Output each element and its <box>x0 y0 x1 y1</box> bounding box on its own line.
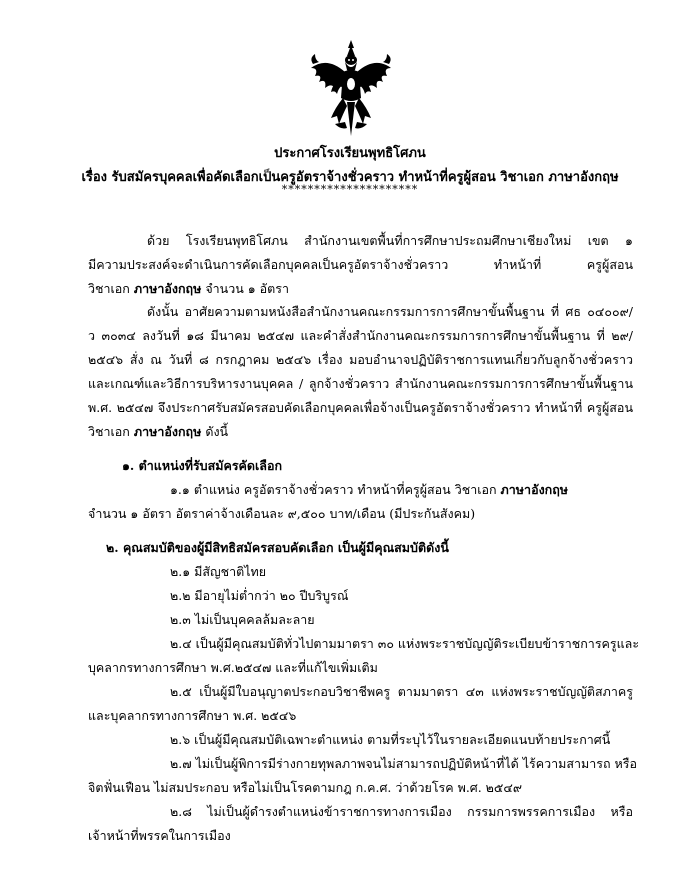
qualification-2-5-line-2: และบุคลากรทางการศึกษา พ.ศ. ๒๕๔๖ <box>88 708 297 723</box>
qualification-2-8: ๒.๘ ไม่เป็นผู้ดำรงตำแหน่งข้าราชการทางการเมือง กรรมการพรรคการเมือง หรือ <box>170 804 633 819</box>
para2-line-5: พ.ศ. ๒๕๔๗ จึงประกาศรับสมัครสอบคัดเลือกบุคคลเพื่อจ้างเป็นครูอัตราจ้างชั่วคราว ทำหน้าที่ ครูผู้สอน <box>88 400 633 415</box>
section-2-heading: ๒. คุณสมบัติของผู้มีสิทธิสมัครสอบคัดเลือก เป็นผู้มีคุณสมบัติดังนี้ <box>106 540 449 555</box>
section-1-heading: ๑. ตำแหน่งที่รับสมัครคัดเลือก <box>122 458 283 473</box>
section-1-item-1: ๑.๑ ตำแหน่ง ครูอัตราจ้างชั่วคราว ทำหน้าที่ครูผู้สอน วิชาเอก ภาษาอังกฤษ <box>170 482 569 497</box>
document-title: ประกาศโรงเรียนพุทธิโศภน <box>274 146 426 161</box>
qualification-2-7: ๒.๗ ไม่เป็นผู้พิการมีร่างกายทุพลภาพจนไม่สามารถปฏิบัติหน้าที่ได้ ไร้ความสามารถ หรือ <box>170 756 638 771</box>
qualification-2-1: ๒.๑ มีสัญชาติไทย <box>170 564 267 579</box>
subject-major: ภาษาอังกฤษ <box>133 424 202 439</box>
intro-line-3: วิชาเอก ภาษาอังกฤษ จำนวน ๑ อัตรา <box>88 281 290 296</box>
intro-line-2: มีความประสงค์จะดำเนินการคัดเลือกบุคคลเป็นครูอัตราจ้างชั่วคราว ทำหน้าที่ ครูผู้สอน <box>88 257 633 272</box>
qualification-2-8-line-2: เจ้าหน้าที่พรรคในการเมือง <box>88 828 231 843</box>
para2-line-2: ว ๓๐๓๔ ลงวันที่ ๑๘ มีนาคม ๒๕๔๗ และคำสั่งสำนักงานคณะกรรมการการศึกษาขั้นพื้นฐาน ที่ ๒๙/ <box>88 328 633 343</box>
intro-line-1: ด้วย โรงเรียนพุทธิโศภน สำนักงานเขตพื้นที่การศึกษาประถมศึกษาเชียงใหม่ เขต ๑ <box>147 233 633 248</box>
qualification-2-4: ๒.๔ เป็นผู้มีคุณสมบัติทั่วไปตามมาตรา ๓๐ แห่งพระราชบัญญัติระเบียบข้าราชการครูและ <box>170 636 640 651</box>
qualification-2-5: ๒.๕ เป็นผู้มีใบอนุญาตประกอบวิชาชีพครู ตามมาตรา ๔๓ แห่งพระราชบัญญัติสภาครู <box>170 684 633 699</box>
qualification-2-6: ๒.๖ เป็นผู้มีคุณสมบัติเฉพาะตำแหน่ง ตามที่ระบุไว้ในรายละเอียดแนบท้ายประกาศนี้ <box>170 732 611 747</box>
section-1-item-1-line-2: จำนวน ๑ อัตรา อัตราค่าจ้างเดือนละ ๙,๕๐๐ บาท/เดือน (มีประกันสังคม) <box>88 506 476 521</box>
subject-major: ภาษาอังกฤษ <box>500 482 569 497</box>
document-subject: เรื่อง รับสมัครบุคคลเพื่อคัดเลือกเป็นครูอัตราจ้างชั่วคราว ทำหน้าที่ครูผู้สอน วิชาเอก ภาษาอังกฤษ <box>81 170 619 185</box>
para2-line-3: ๒๕๔๖ สั่ง ณ วันที่ ๘ กรกฎาคม ๒๕๔๖ เรื่อง มอบอำนาจปฏิบัติราชการแทนเกี่ยวกับลูกจ้างชั่วคราว <box>88 352 633 367</box>
para2-line-6: วิชาเอก ภาษาอังกฤษ ดังนี้ <box>88 424 229 439</box>
separator-stars: ********************* <box>281 183 419 196</box>
para2-line-1: ดังนั้น อาศัยความตามหนังสือสำนักงานคณะกรรมการการศึกษาขั้นพื้นฐาน ที่ ศธ ๐๔๐๐๙/ <box>147 304 633 319</box>
qualification-2-7-line-2: จิตฟั่นเฟือน ไม่สมประกอบ หรือไม่เป็นโรคตามกฎ ก.ค.ศ. ว่าด้วยโรค พ.ศ. ๒๕๔๙ <box>88 780 522 795</box>
para2-line-4: และเกณฑ์และวิธีการบริหารงานบุคคล / ลูกจ้างชั่วคราว สำนักงานคณะกรรมการการศึกษาขั้นพื้นฐาน <box>88 376 633 391</box>
subject-major: ภาษาอังกฤษ <box>133 281 202 296</box>
garuda-emblem-icon <box>305 38 397 138</box>
qualification-2-2: ๒.๒ มีอายุไม่ต่ำกว่า ๒๐ ปีบริบูรณ์ <box>170 588 349 603</box>
qualification-2-4-line-2: บุคลากรทางการศึกษา พ.ศ.๒๕๔๗ และที่แก้ไขเพิ่มเติม <box>88 660 378 675</box>
qualification-2-3: ๒.๓ ไม่เป็นบุคคลล้มละลาย <box>170 612 315 627</box>
